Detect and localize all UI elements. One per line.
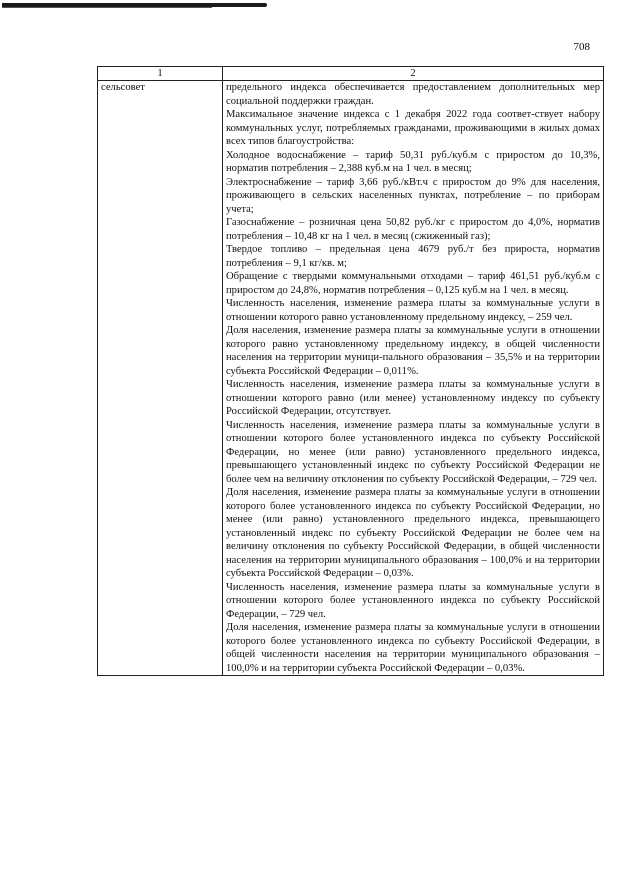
column-header-2: 2 [223, 67, 604, 81]
document-table [97, 66, 604, 676]
table-header-row [98, 67, 604, 81]
paragraph-gas: Газоснабжение – розничная цена 50,82 руб./кг с приростом до 4,0%, норматив потребления – 10,48 кг на 1 чел. в месяц (сжиженный газ); [226, 217, 600, 242]
paragraph-share-between: Доля населения, изменение размера платы за коммунальные услуги в отношении которого более установленного индекса по субъекту Российской Федерации, но менее (или равно) установленного предельного индекса, превышающего установленный индекс по субъекту Российской Федерации не более чем на величину отклонения по субъекту Российской Федерации, в общей численности населения на территории муниципального образования – 100,0% и на территории субъекта Российской Федерации – 0,03%. [226, 487, 600, 579]
paragraph-population-between: Численность населения, изменение размера платы за коммунальные услуги в отношении которого более установленного индекса по субъекту Российской Федерации, но менее (или равно) установленного предельного индекса, превышающего установленный индекс по субъекту Российской Федерации не более чем на величину отклонения по субъекту Российской Федерации, – 729 чел. [226, 419, 600, 485]
paragraph-electricity: Электроснабжение – тариф 3,66 руб./кВт.ч с приростом до 9% для населения, проживающего в сельских населенных пунктах, потребление – по приборам учета; [226, 176, 600, 215]
paragraph-share-above: Доля населения, изменение размера платы за коммунальные услуги в отношении которого более установленного индекса по субъекту Российской Федерации, в общей численности населения на территории муниципального образования – 100,0% и на территории субъекта Российской Федерации – 0,03%. [226, 622, 600, 674]
paragraph-population-less: Численность населения, изменение размера платы за коммунальные услуги в отношении которого равно (или менее) установленному индексу по субъекту Российской Федерации, отсутствует. [226, 379, 600, 417]
paragraph-intro-end: предельного индекса обеспечивается предоставлением дополнительных мер социальной поддержки граждан. [226, 82, 600, 107]
paragraph-max-index: Максимальное значение индекса с 1 декабря 2022 года соответ-ствует набору коммунальных услуг, потребляемых гражданами, проживающими в жилых домах всех типов благоустройства: [226, 109, 600, 147]
paragraph-cold-water: Холодное водоснабжение – тариф 50,31 руб./куб.м с приростом до 10,3%, норматив потребления – 2,388 куб.м на 1 чел. в месяц; [226, 149, 600, 174]
table-row [98, 81, 604, 676]
paragraph-population-equal: Численность населения, изменение размера платы за коммунальные услуги в отношении которого равно установленному предельному индексу, – 259 чел. [226, 298, 600, 323]
paragraph-population-above: Численность населения, изменение размера платы за коммунальные услуги в отношении которого более установленного индекса по субъекту Российской Федерации, – 729 чел. [226, 581, 600, 620]
page-number: 708 [573, 41, 590, 53]
municipality-cell: сельсовет [98, 81, 223, 676]
scan-artifact-line [2, 7, 212, 8]
column-header-1: 1 [98, 67, 223, 81]
description-cell [223, 81, 604, 676]
paragraph-solid-fuel: Твердое топливо – предельная цена 4679 руб./т без прироста, норматив потребления – 9,1 кг/кв. м; [226, 244, 600, 269]
paragraph-share-equal: Доля населения, изменение размера платы за коммунальные услуги в отношении которого равно установленному предельному индексу, в общей численности населения на территории муници-пального образования – 35,5% и на территории субъекта Российской Федерации – 0,011%. [226, 325, 600, 377]
paragraph-waste: Обращение с твердыми коммунальными отходами – тариф 461,51 руб./куб.м с приростом до 24,8%, норматив потребления – 0,125 куб.м на 1 чел. в месяц. [226, 271, 600, 296]
